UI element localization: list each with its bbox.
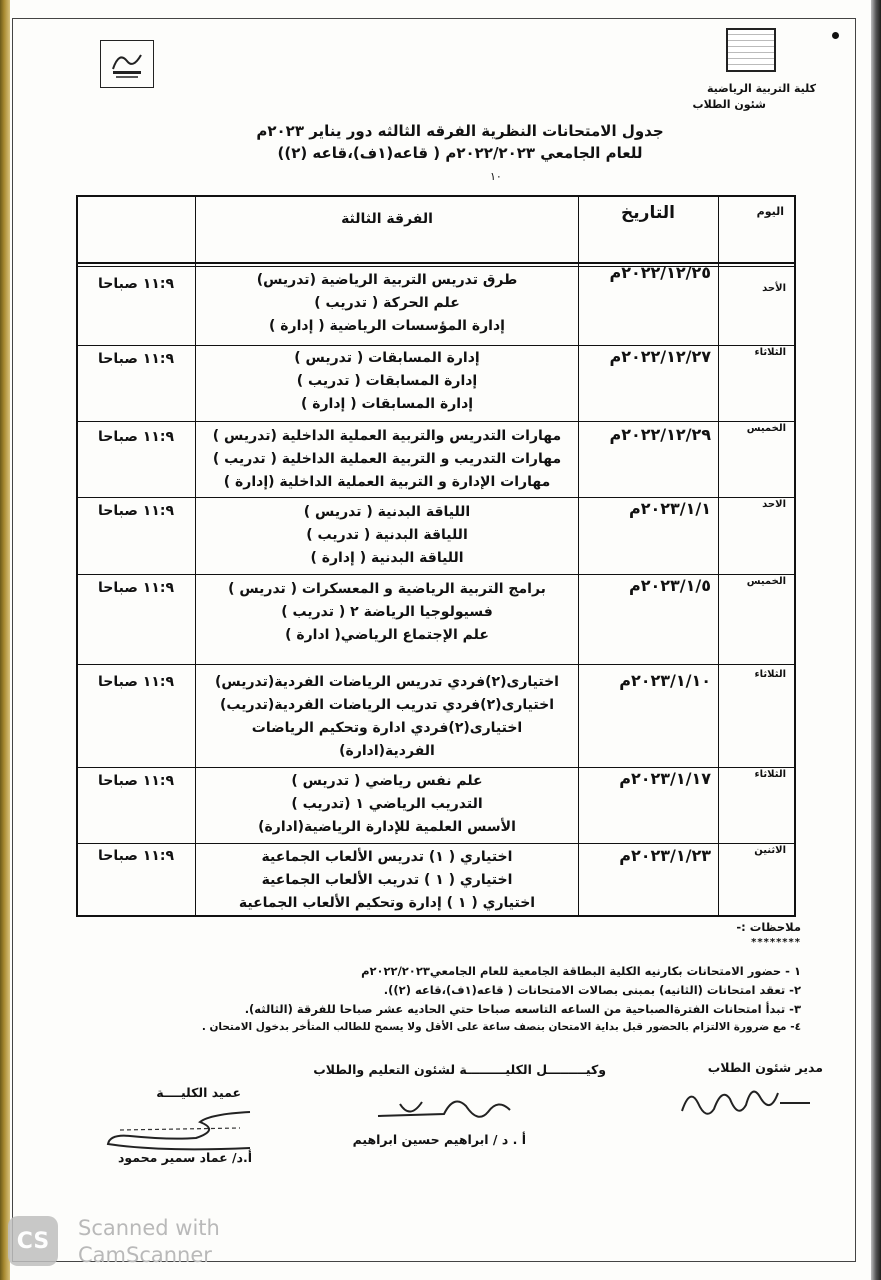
row-date: ٢٠٢٣/١/١م bbox=[628, 499, 711, 518]
subject: اختياري ( ١) تدريس الألعاب الجماعية bbox=[261, 849, 513, 865]
subject: علم نفس رياضي ( تدريس ) bbox=[291, 773, 483, 789]
column-divider bbox=[578, 197, 579, 915]
subject: اللياقة البدنية ( تدريب ) bbox=[306, 527, 468, 543]
row-time: ١١:٩ صباحا bbox=[98, 674, 174, 690]
watermark-text: CamScanner bbox=[78, 1243, 212, 1267]
row-divider bbox=[78, 421, 794, 422]
row-subjects bbox=[200, 425, 574, 494]
subject: مهارات التدريب و التربية العملية الداخلية ( تدريب ) bbox=[212, 451, 562, 467]
row-day: الثلاثاء bbox=[754, 347, 786, 358]
watermark-text: Scanned with bbox=[78, 1216, 220, 1240]
column-divider bbox=[195, 197, 196, 915]
subject: اختيارى(٢)فردي ادارة وتحكيم الرياضات bbox=[251, 720, 523, 736]
row-date: ٢٠٢٢/١٢/٢٩م bbox=[609, 425, 711, 444]
college-emblem-icon bbox=[107, 47, 147, 81]
row-date: ٢٠٢٣/١/١٠م bbox=[619, 671, 711, 690]
subject: اختياري ( ١ ) تدريب الألعاب الجماعية bbox=[261, 872, 513, 888]
vice-dean-signature bbox=[370, 1090, 520, 1130]
row-day: الأحد bbox=[762, 283, 786, 294]
subject: اللياقة البدنية ( تدريس ) bbox=[303, 504, 471, 520]
page-title: جدول الامتحانات النظرية الفرقه الثالثه دور يناير ٢٠٢٣م bbox=[256, 122, 664, 140]
subject: إدارة المسابقات ( إدارة ) bbox=[300, 396, 474, 412]
dean-title: عميد الكليــــة bbox=[156, 1085, 241, 1100]
row-divider bbox=[78, 767, 794, 768]
row-day: الثلاثاء bbox=[754, 669, 786, 680]
department-name: شئون الطلاب bbox=[692, 98, 766, 111]
vice-dean-title: وكيـــــــــل الكليـــــــــة لشئون التعليم والطلاب bbox=[313, 1062, 606, 1077]
dot-mark bbox=[832, 32, 839, 39]
subject: اللياقة البدنية ( إدارة ) bbox=[310, 550, 464, 566]
subject: فسيولوجيا الرياضة ٢ ( تدريب ) bbox=[281, 604, 493, 620]
scan-edge-right bbox=[871, 0, 881, 1280]
row-time: ١١:٩ صباحا bbox=[98, 429, 174, 445]
page-subtitle: للعام الجامعي ٢٠٢٢/٢٠٢٣م ( قاعه(١ف)،قاعه (٢)) bbox=[277, 144, 643, 162]
row-day: الاثنين bbox=[754, 845, 786, 856]
header-day: اليوم bbox=[756, 205, 784, 218]
subject: مهارات التدريس والتربية العملية الداخلية (تدريس ) bbox=[212, 428, 562, 444]
subject: الفردية(ادارة) bbox=[339, 743, 435, 759]
subject: علم الإجتماع الرياضي( ادارة ) bbox=[285, 627, 489, 643]
small-mark: ١٠ bbox=[490, 170, 502, 183]
subject: برامج التربية الرياضية و المعسكرات ( تدريس ) bbox=[228, 581, 546, 597]
row-divider bbox=[78, 497, 794, 498]
row-subjects bbox=[200, 671, 574, 763]
vice-dean-name: أ . د / ابراهيم حسين ابراهيم bbox=[352, 1132, 526, 1147]
row-time: ١١:٩ صباحا bbox=[98, 351, 174, 367]
row-time: ١١:٩ صباحا bbox=[98, 580, 174, 596]
row-date: ٢٠٢٣/١/١٧م bbox=[619, 769, 711, 788]
notes-stars: ******** bbox=[751, 937, 801, 948]
row-subjects bbox=[200, 347, 574, 416]
row-time: ١١:٩ صباحا bbox=[98, 503, 174, 519]
subject: علم الحركة ( تدريب ) bbox=[314, 295, 460, 311]
camscanner-logo-icon: CS bbox=[8, 1216, 58, 1266]
subject: إدارة المسابقات ( تدريس ) bbox=[294, 350, 480, 366]
subject: مهارات الإدارة و التربية العملية الداخلية (إدارة ) bbox=[223, 474, 551, 490]
exam-schedule-table bbox=[76, 195, 796, 917]
university-logo bbox=[726, 28, 776, 72]
notes-heading: ملاحظات :- bbox=[736, 920, 801, 934]
row-day: الخميس bbox=[746, 423, 786, 434]
header-level: الفرقة الثالثة bbox=[341, 211, 433, 227]
row-date: ٢٠٢٣/١/٢٣م bbox=[619, 846, 711, 865]
note-item: ٤- مع ضرورة الالتزام بالحضور قبل بداية الامتحان بنصف ساعة على الأقل ولا يسمح للطالب المتأخر بدخول الامتحان . bbox=[201, 1021, 801, 1033]
note-item: ٢- تعقد امتحانات (الثانيه) بمبنى بصالات الامتحانات ( قاعه(١ف)،قاعه (٢)). bbox=[383, 983, 801, 997]
row-time: ١١:٩ صباحا bbox=[98, 773, 174, 789]
row-day: الثلاثاء bbox=[754, 769, 786, 780]
subject: طرق تدريس التربية الرياضية (تدريس) bbox=[256, 272, 518, 288]
row-divider bbox=[78, 664, 794, 665]
row-subjects bbox=[200, 578, 574, 647]
scan-edge-left bbox=[0, 0, 10, 1280]
row-date: ٢٠٢٣/١/٥م bbox=[628, 576, 711, 595]
college-logo bbox=[100, 40, 154, 88]
row-subjects bbox=[200, 501, 574, 570]
student-affairs-director-title: مدير شئون الطلاب bbox=[707, 1060, 823, 1075]
dean-name: أ.د/ عماد سمير محمود bbox=[118, 1150, 253, 1165]
subject: اختياري ( ١ ) إدارة وتحكيم الألعاب الجماعية bbox=[238, 895, 536, 911]
row-divider bbox=[78, 345, 794, 346]
note-item: ١ - حضور الامتحانات بكارنيه الكلية البطاقة الجامعية للعام الجامعي٢٠٢٢/٢٠٢٣م bbox=[361, 964, 801, 978]
subject: إدارة المسابقات ( تدريب ) bbox=[296, 373, 478, 389]
row-subjects bbox=[200, 269, 574, 338]
row-divider bbox=[78, 574, 794, 575]
note-item: ٣- تبدأ امتحانات الفترةالصباحية من الساعه التاسعه صباحا حتي الحاديه عشر صباحا للفرقة (الثالثه). bbox=[244, 1002, 801, 1016]
row-time: ١١:٩ صباحا bbox=[98, 848, 174, 864]
subject: إدارة المؤسسات الرياضية ( إدارة ) bbox=[269, 318, 505, 334]
subject: التدريب الرياضي ١ (تدريب ) bbox=[291, 796, 483, 812]
column-divider bbox=[718, 197, 719, 915]
row-divider bbox=[78, 843, 794, 844]
subject: الأسس العلمية للإدارة الرياضية(ادارة) bbox=[258, 819, 516, 835]
student-affairs-signature bbox=[660, 1075, 820, 1125]
header-date: التاريخ bbox=[621, 203, 675, 223]
college-name: كلية التربية الرياضية bbox=[706, 82, 816, 95]
row-date: ٢٠٢٢/١٢/٢٧م bbox=[609, 347, 711, 366]
row-date: ٢٠٢٢/١٢/٢٥م bbox=[609, 263, 711, 282]
subject: اختيارى(٢)فردي تدريس الرياضات الفردية(تدريس) bbox=[215, 674, 559, 690]
subject: اختيارى(٢)فردي تدريب الرياضات الفردية(تدريب) bbox=[220, 697, 554, 713]
row-time: ١١:٩ صباحا bbox=[98, 276, 174, 292]
row-subjects bbox=[200, 770, 574, 839]
row-subjects bbox=[200, 846, 574, 915]
row-day: الخميس bbox=[746, 576, 786, 587]
row-day: الاحد bbox=[762, 499, 786, 510]
